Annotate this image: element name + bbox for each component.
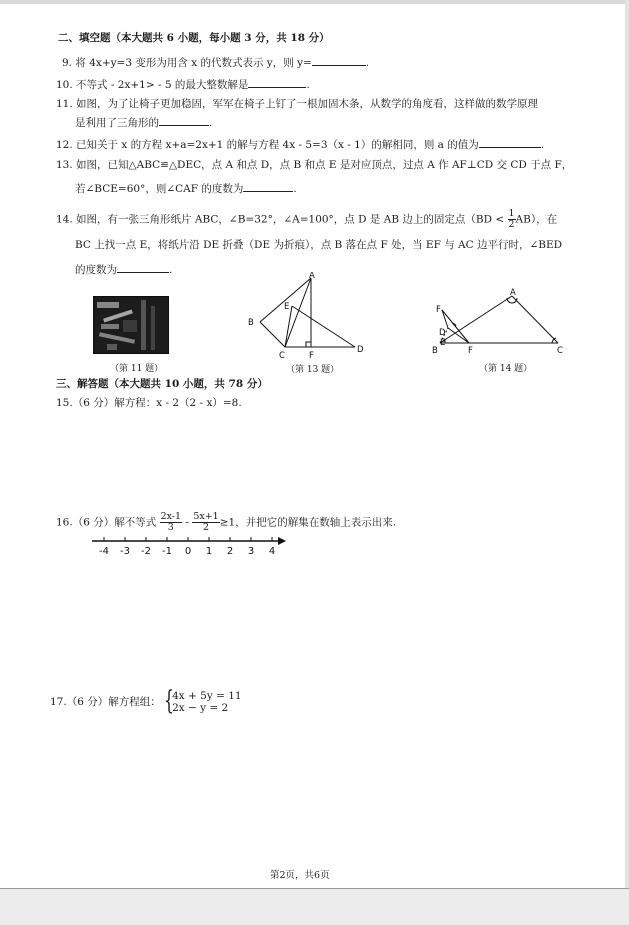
q13-text-2: 若∠BCE=60°，则∠CAF 的度数为 [75,183,244,195]
q10-period: . [306,79,310,91]
q13-answer-blank [243,180,293,192]
q16-fraction-1 [160,512,183,533]
fig14-label-f2: F [468,346,473,356]
page-bottom-gutter [0,888,629,925]
number-line-tick-label: 3 [247,546,255,557]
question-15: 15.（6 分）解方程：x - 2（2 - x）=8. [56,397,242,409]
q17-equation-system [164,686,242,716]
fig13-label-d: D [357,345,364,355]
q12-text: 已知关于 x 的方程 x+a=2x+1 的解与方程 4x - 5=3（x - 1）的解相同，则 a 的值为 [76,139,479,151]
q16-f1-den: 3 [167,522,174,533]
q13-text: 如图，已知△ABC≌△DEC，点 A 和点 D，点 B 和点 E 是对应顶点，过点 A 作 AF⊥CD 交 CD 于点 F， [76,159,573,171]
q17-equation-2: 2x − y = 2 [172,702,229,714]
q11-answer-blank [159,114,209,126]
brace-icon: { [164,686,174,716]
q9-text: 将 4x+y=3 变形为用含 x 的代数式表示 y，则 y= [75,57,312,69]
number-line-tick-label: -4 [99,546,109,557]
number-line-tick-label: -2 [141,546,151,557]
number-line-tick-label: 1 [205,546,213,557]
q9-number: 9. [62,57,73,69]
q16-f1-num: 2x-1 [160,511,182,522]
q14-text: 如图，有一张三角形纸片 ABC，∠B=32°，∠A=100°，点 D 是 AB 边上的固定点（BD < [76,213,505,226]
q11-period: . [209,117,213,129]
q14-text-2: BC 上找一点 E，将纸片沿 DE 折叠（DE 为折痕），点 B 落在点 F 处，当 EF 与 AC 边平行时，∠BED [75,239,563,251]
fig14-label-b: B [432,346,438,356]
q16-text: 16.（6 分）解不等式 [56,516,157,529]
question-11-line2 [75,114,212,130]
q14-period: . [169,264,173,276]
figure-14-diagram [430,288,570,356]
page-right-border [625,0,629,924]
figure-11-caption: （第 11 题） [110,364,164,374]
number-line-tick-label: 4 [268,546,276,557]
fig14-label-a: A [510,288,516,298]
question-11-line1 [56,97,538,111]
q16-f2-num: 5x+1 [193,511,219,522]
question-12 [56,136,544,152]
fig14-label-d: D [439,328,446,338]
number-line-arrow-icon [278,537,286,545]
q16-text-b: ≥1，并把它的解集在数轴上表示出来. [219,516,397,529]
q12-answer-blank [479,136,541,148]
q11-text: 如图，为了让椅子更加稳固，军军在椅子上钉了一根加固木条，从数学的角度看，这样做的数学原理 [76,98,539,110]
q16-f2-den: 2 [202,522,210,533]
q10-text: 不等式 - 2x+1> - 5 的最大整数解是 [76,79,249,91]
q14-fraction [508,209,516,230]
number-line-tick-label: -3 [120,546,130,557]
q17-text: 17.（6 分）解方程组： [50,696,161,708]
question-14-line2 [75,238,562,252]
figure-14-caption: （第 14 题） [479,364,533,374]
question-9 [62,54,369,70]
q11-text-2: 是利用了三角形的 [75,117,159,129]
fig14-label-e: E [440,338,446,348]
q14-text-b: AB），在 [515,213,558,226]
q16-minus: - [185,516,189,529]
q16-fraction-2 [192,512,219,533]
section-2-title: 二、填空题（本大题共 6 小题，每小题 3 分，共 18 分） [58,32,330,44]
figure-11-chair-photo [93,296,169,354]
question-14-line3 [75,261,172,277]
page-footer: 第2页，共6页 [270,870,330,881]
number-line-tick-label: -1 [162,546,172,557]
question-14-line1 [56,209,557,230]
fig13-label-f: F [309,351,314,360]
q9-period: . [365,57,370,69]
fig13-label-b: B [248,318,254,328]
number-line [90,532,290,558]
q10-number: 10. [56,79,73,91]
q9-answer-blank [312,54,366,66]
q14-frac-num: 1 [508,208,515,219]
figure-13-diagram [240,272,370,360]
question-13-line1 [56,158,572,172]
fig13-label-e: E [284,302,290,312]
q13-period: . [293,183,297,195]
q14-answer-blank [117,261,169,273]
number-line-tick-label: 0 [184,546,192,557]
question-10 [56,76,310,92]
question-13-line2 [75,180,297,196]
page-top-border [0,0,629,4]
q12-period: . [540,139,545,151]
q12-number: 12. [56,139,73,151]
figure-13-caption: （第 13 题） [286,365,340,375]
section-3-title: 三、解答题（本大题共 10 小题，共 78 分） [56,378,268,390]
q14-text-3: 的度数为 [75,264,117,276]
q14-number: 14. [56,213,73,226]
question-16 [56,512,396,533]
fig13-label-c: C [279,351,285,360]
q11-number: 11. [56,98,73,110]
question-17 [50,686,242,716]
q17-equation-1: 4x + 5y = 11 [172,690,242,702]
fig13-label-a: A [309,272,315,281]
q14-frac-den: 2 [508,219,515,230]
q10-answer-blank [248,76,306,88]
fig14-label-c: C [557,346,563,356]
number-line-tick-label: 2 [226,546,234,557]
q13-number: 13. [56,159,73,171]
fig14-label-f: F [436,305,441,315]
